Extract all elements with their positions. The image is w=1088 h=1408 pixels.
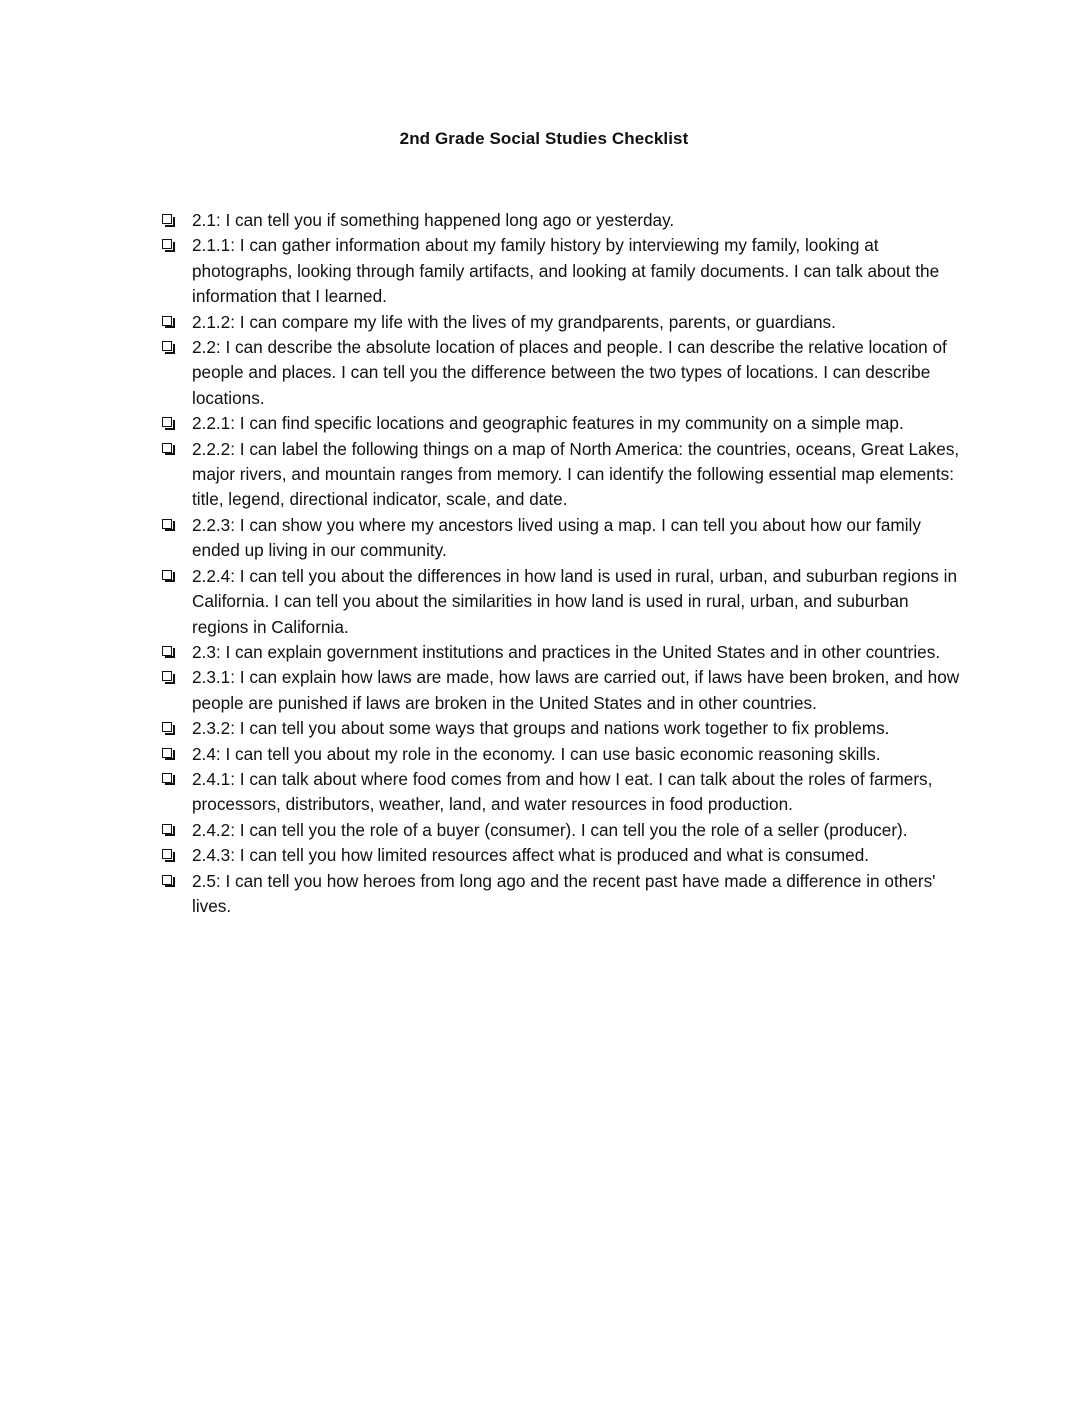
list-item-text: 2.4.3: I can tell you how limited resources affect what is produced and what is consumed. <box>192 845 870 866</box>
list-item-text: 2.2.4: I can tell you about the differences in how land is used in rural, urban, and suburban regions in California. I can tell you about the similarities in how land is used in rural, urban, and suburban regions in California. <box>192 565 958 637</box>
checkbox-icon[interactable] <box>160 233 192 258</box>
checkbox-icon[interactable] <box>160 869 192 894</box>
list-item <box>160 767 966 818</box>
checkbox-icon[interactable] <box>160 411 192 436</box>
list-item-text: 2.2: I can describe the absolute location of places and people. I can describe the relative location of people and places. I can tell you the difference between the two types of locations. I can describe locations. <box>192 337 947 408</box>
list-item <box>160 437 966 513</box>
checkbox-icon[interactable] <box>160 640 192 665</box>
list-item <box>160 818 966 843</box>
checkbox-icon[interactable] <box>160 513 192 538</box>
list-item-text: 2.2.1: I can find specific locations and geographic features in my community on a simple map. <box>192 413 904 434</box>
list-item-text: 2.5: I can tell you how heroes from long ago and the recent past have made a difference in others' lives. <box>192 870 936 916</box>
list-item <box>160 640 966 665</box>
list-item-text: 2.1: I can tell you if something happened long ago or yesterday. <box>192 210 675 230</box>
list-item <box>160 564 966 640</box>
list-item <box>160 411 966 436</box>
checkbox-icon[interactable] <box>160 742 192 767</box>
list-item <box>160 233 966 309</box>
list-item-text: 2.4: I can tell you about my role in the economy. I can use basic economic reasoning skills. <box>192 743 881 764</box>
list-item <box>160 742 966 767</box>
list-item <box>160 513 966 564</box>
list-item <box>160 665 966 716</box>
list-item <box>160 869 966 920</box>
checkbox-icon[interactable] <box>160 310 192 335</box>
checkbox-icon[interactable] <box>160 665 192 690</box>
list-item-text: 2.3.1: I can explain how laws are made, how laws are carried out, if laws have been broken, and how people are punished if laws are broken in the United States and in other countries. <box>192 667 960 713</box>
checkbox-icon[interactable] <box>160 335 192 360</box>
list-item <box>160 335 966 411</box>
list-item-text: 2.2.2: I can label the following things on a map of North America: the countries, oceans, Great Lakes, major rivers, and mountain ranges from memory. I can identify the following essential map elements: title, legend, directional indicator, scale, and date. <box>192 438 960 510</box>
checkbox-icon[interactable] <box>160 564 192 589</box>
checkbox-icon[interactable] <box>160 716 192 741</box>
list-item <box>160 843 966 868</box>
list-item <box>160 716 966 741</box>
list-item-text: 2.2.3: I can show you where my ancestors lived using a map. I can tell you about how our family ended up living in our community. <box>192 514 921 561</box>
list-item <box>160 310 966 335</box>
checkbox-icon[interactable] <box>160 767 192 792</box>
list-item-text: 2.1.2: I can compare my life with the lives of my grandparents, parents, or guardians. <box>192 311 836 332</box>
checkbox-icon[interactable] <box>160 818 192 843</box>
page-title: 2nd Grade Social Studies Checklist <box>399 129 689 148</box>
list-item-text: 2.4.2: I can tell you the role of a buyer (consumer). I can tell you the role of a seller (producer). <box>192 819 908 840</box>
checklist <box>160 208 966 919</box>
checkbox-icon[interactable] <box>160 843 192 868</box>
list-item-text: 2.3.2: I can tell you about some ways that groups and nations work together to fix problems. <box>192 718 890 739</box>
list-item-text: 2.1.1: I can gather information about my family history by interviewing my family, looking at photographs, looking through family artifacts, and looking at family documents. I can talk about the information that I learned. <box>192 235 940 307</box>
list-item <box>160 208 966 233</box>
list-item-text: 2.3: I can explain government institutions and practices in the United States and in other countries. <box>192 641 941 662</box>
list-item-text: 2.4.1: I can talk about where food comes from and how I eat. I can talk about the roles of farmers, processors, distributors, weather, land, and water resources in food production. <box>192 768 933 815</box>
checkbox-icon[interactable] <box>160 437 192 462</box>
checkbox-icon[interactable] <box>160 208 192 233</box>
